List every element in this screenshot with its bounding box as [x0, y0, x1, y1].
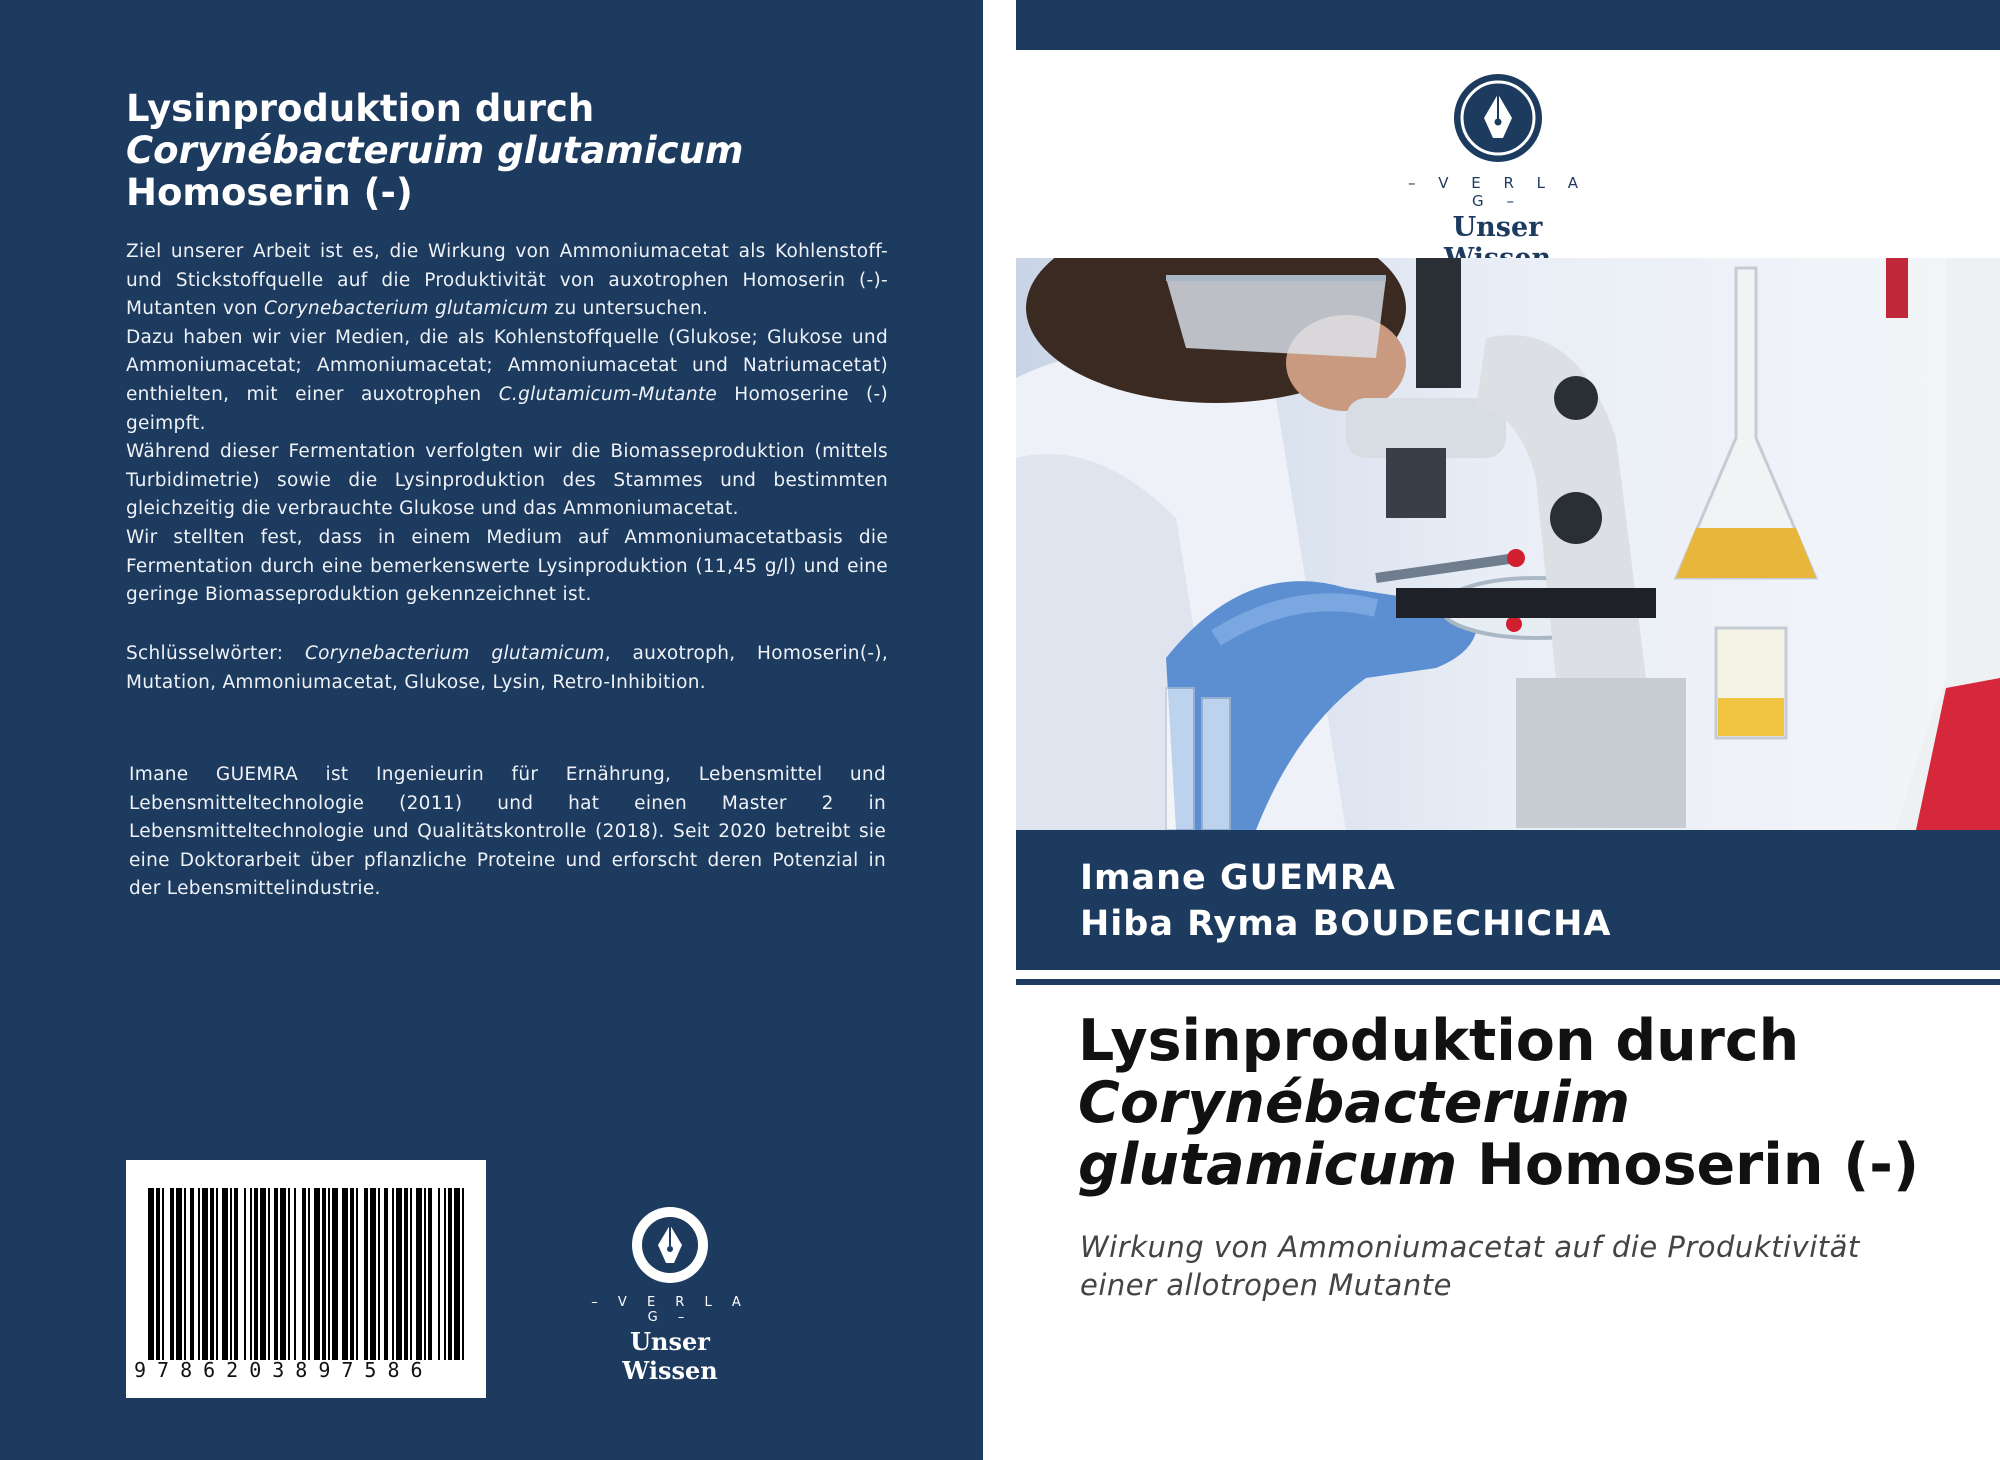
barcode-bar [356, 1188, 358, 1360]
abstract-p1-b: zu untersuchen. [548, 298, 709, 320]
keywords [126, 640, 888, 697]
barcode-bar [202, 1188, 208, 1360]
front-title-line3-italic: glutamicum [1078, 1132, 1458, 1198]
publisher-logo-front [1395, 72, 1600, 274]
barcode-bar [216, 1188, 218, 1360]
barcode-bar [342, 1188, 348, 1360]
author-1: Imane GUEMRA [1080, 858, 1396, 898]
barcode-bar [308, 1188, 310, 1360]
barcode-bar [410, 1188, 412, 1360]
barcode-bar [404, 1188, 408, 1360]
barcode-bar [244, 1188, 246, 1360]
barcode-bar [234, 1188, 238, 1360]
barcode-bar [384, 1188, 388, 1360]
barcode-bar [268, 1188, 270, 1360]
barcode-bar [328, 1188, 330, 1360]
back-title-line3: Homoserin (-) [126, 171, 413, 214]
subtitle-line2: einer allotropen Mutante [1080, 1268, 1452, 1302]
spine-gap [983, 0, 1016, 1460]
barcode-bar [294, 1188, 296, 1360]
abstract-p1-a: Ziel unserer Arbeit ist es, die Wirkung von Ammoniumacetat als Kohlenstoff- und Stickstoffquelle auf die Produktivität von auxotrophen Homoserin (-)-Mutanten von [126, 241, 888, 320]
barcode-bar [190, 1188, 194, 1360]
abstract-p4: Wir stellten fest, dass in einem Medium auf Ammoniumacetatbasis die Fermentation durch eine bemerkenswerte Lysinproduktion (11,45 g/l) und eine geringe Biomasseproduktion gekennzeichnet ist. [126, 526, 888, 606]
barcode-bar [350, 1188, 354, 1360]
abstract-p2-b: Homoserine (-) geimpft. [126, 383, 888, 434]
barcode-bar [176, 1188, 182, 1360]
barcode-bar [314, 1188, 320, 1360]
barcode-bar [364, 1188, 368, 1360]
verlag-label-back: – V E R L A G – [591, 1295, 749, 1325]
barcode-bar [424, 1188, 426, 1360]
barcode-bar [230, 1188, 232, 1360]
barcode-bar [428, 1188, 432, 1360]
abstract-p2-italic: C.glutamicum-Mutante [498, 383, 718, 405]
abstract-p2-a: Dazu haben wir vier Medien, die als Kohlenstoffquelle (Glukose; Glukose und Ammoniumacetat; Ammoniumacetat; Ammoniumacetat und Natriumacetat) enthielten, mit einer auxotrophen [126, 326, 888, 405]
front-title-line2 [1078, 1072, 1978, 1134]
barcode-bar [162, 1188, 164, 1360]
barcode-bar [170, 1188, 174, 1360]
barcode-bar [396, 1188, 402, 1360]
barcode-bar [254, 1188, 258, 1360]
fountain-pen-nib-icon [630, 1205, 710, 1285]
barcode-bar [378, 1188, 380, 1360]
publisher-name-front: Unser [1452, 212, 1543, 243]
barcode-bar [332, 1188, 338, 1360]
barcode-bar [198, 1188, 200, 1360]
barcode-bar [444, 1188, 446, 1360]
abstract [126, 238, 888, 610]
publisher-name-back: Unser Wissen [622, 1327, 718, 1385]
barcode-bar [280, 1188, 286, 1360]
divider-rule [1016, 979, 2000, 985]
barcode-bar [370, 1188, 376, 1360]
front-title-line1: Lysinproduktion durch [1078, 1008, 1800, 1074]
barcode-bar [260, 1188, 266, 1360]
barcode-bar [322, 1188, 326, 1360]
author-2: Hiba Ryma BOUDECHICHA [1080, 904, 1612, 944]
front-top-bar [1016, 0, 2000, 50]
barcode-bar [288, 1188, 290, 1360]
barcode [148, 1188, 464, 1360]
barcode-bar [250, 1188, 252, 1360]
front-cover-subtitle [1080, 1228, 1960, 1304]
barcode-bar [184, 1188, 186, 1360]
barcode-bar [222, 1188, 228, 1360]
barcode-bar [274, 1188, 278, 1360]
cover-photo-lab-scientist [1016, 258, 2000, 830]
authors-band [1016, 830, 2000, 970]
barcode-bar [148, 1188, 154, 1360]
abstract-p1-italic: Corynebacterium glutamicum [264, 298, 549, 320]
keywords-label: Schlüsselwörter: [126, 643, 305, 664]
author-bio: Imane GUEMRA ist Ingenieurin für Ernährung, Lebensmittel und Lebensmitteltechnologie (2011) und hat einen Master 2 in Lebensmitteltechnologie und Qualitätskontrolle (2018). Seit 2020 betreibt sie eine Doktorarbeit über pflanzliche Proteine und erforscht deren Potenzial in der Lebensmittelindustrie. [129, 764, 886, 900]
verlag-label-front: – V E R L A G – [1407, 174, 1588, 210]
keywords-italic: Corynebacterium glutamicum [304, 643, 605, 664]
front-cover-title [1078, 1010, 1978, 1196]
barcode-bar [302, 1188, 306, 1360]
barcode-bar [392, 1188, 394, 1360]
barcode-bar [454, 1188, 460, 1360]
isbn-number: 9786203897586 [134, 1358, 434, 1382]
back-title-line1: Lysinproduktion durch [126, 87, 595, 130]
front-title-line2-italic: Corynébacteruim [1078, 1070, 1631, 1136]
barcode-bar [210, 1188, 214, 1360]
subtitle-line1: Wirkung von Ammoniumacetat auf die Produktivität [1080, 1230, 1860, 1264]
abstract-p3: Während dieser Fermentation verfolgten wir die Biomasseproduktion (mittels Turbidimetrie) sowie die Lysinproduktion des Stammes und bestimmten gleichzeitig die verbrauchte Glukose und das Ammoniumacetat. [126, 441, 888, 520]
publisher-logo-back [580, 1205, 760, 1385]
barcode-bar [156, 1188, 160, 1360]
back-cover-title [126, 88, 846, 214]
barcode-bar [438, 1188, 440, 1360]
fountain-pen-nib-icon [1452, 72, 1544, 164]
front-title-line3 [1078, 1134, 1978, 1196]
barcode-bar [462, 1188, 464, 1360]
lab-photo-illustration [1016, 258, 2000, 830]
keywords-rest: , auxotroph, Homoserin(-), Mutation, Ammoniumacetat, Glukose, Lysin, Retro-Inhibition. [126, 643, 889, 693]
back-title-line2: Corynébacteruim glutamicum [126, 129, 744, 172]
barcode-bar [448, 1188, 452, 1360]
front-title-line3-rest: Homoserin (-) [1457, 1132, 1920, 1198]
isbn-barcode [126, 1160, 486, 1398]
barcode-bar [416, 1188, 422, 1360]
